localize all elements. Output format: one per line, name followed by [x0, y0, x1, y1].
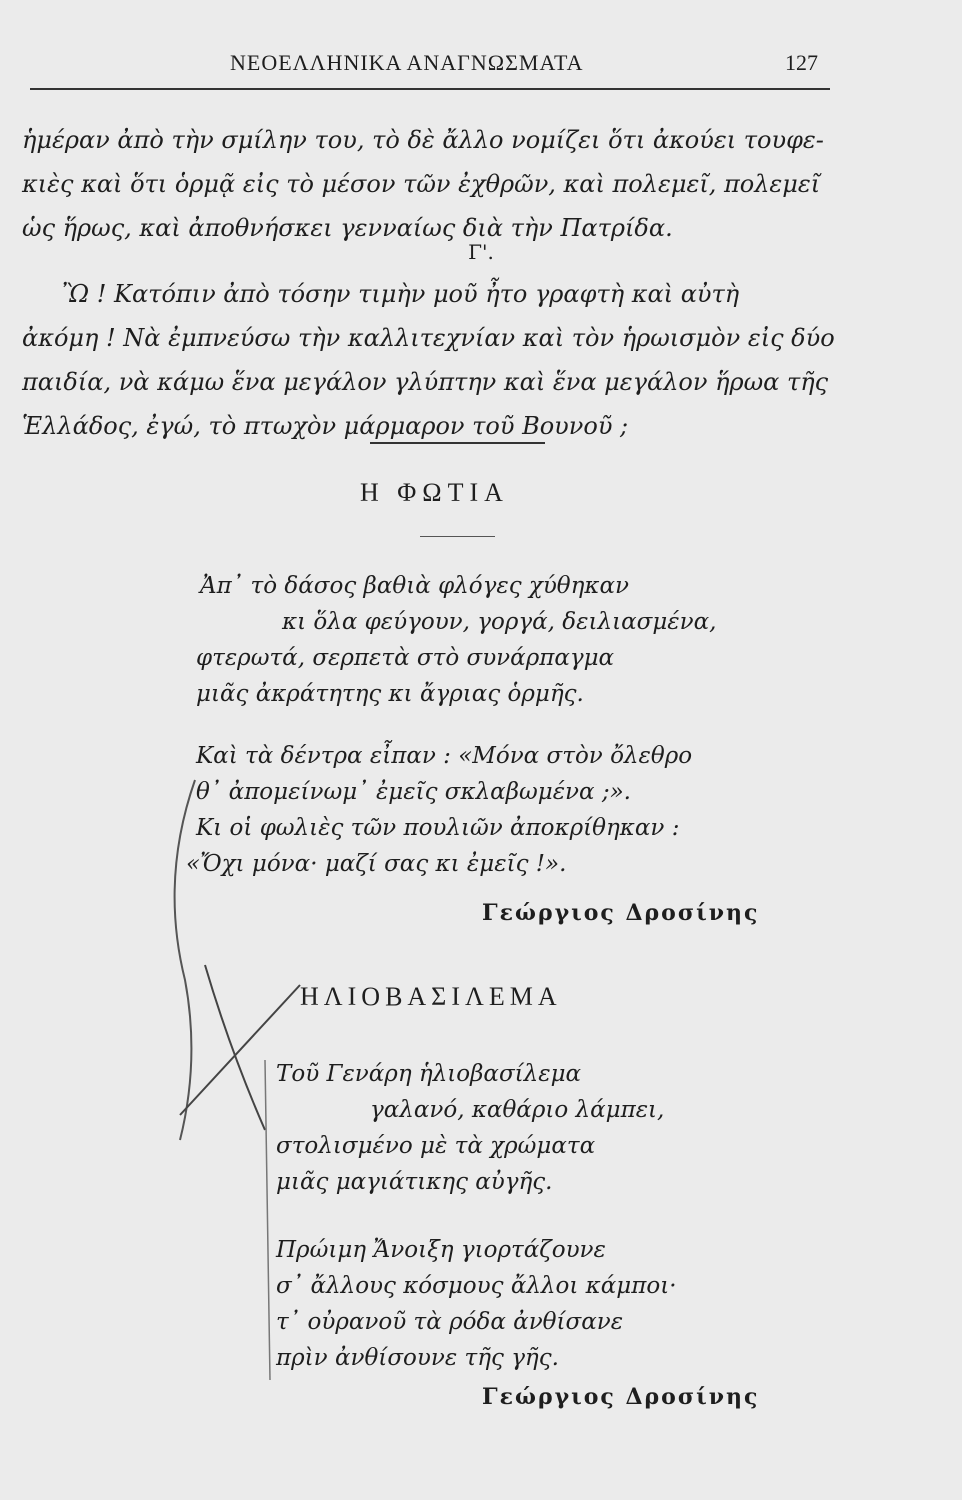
verse-line: Ἀπ᾿ τὸ δάσος βαθιὰ φλόγες χύθηκαν — [200, 573, 630, 599]
verse-line: κι ὅλα φεύγουν, γοργά, δειλιασμένα, — [282, 609, 717, 635]
verse-line: Πρώιμη Ἄνοιξη γιορτάζουνε — [276, 1237, 606, 1263]
prose-line: ὡς ἥρως, καὶ ἀποθνήσκει γενναίως διὰ τὴν Πατρίδα. — [22, 214, 673, 242]
verse-line: σ᾿ ἄλλους κόσμους ἄλλοι κάμποι· — [276, 1273, 677, 1299]
pencil-cross-stroke — [205, 965, 265, 1130]
verse-line: Καὶ τὰ δέντρα εἶπαν : «Μόνα στὸν ὄλεθρο — [196, 743, 693, 769]
pencil-margin-line — [265, 1060, 270, 1380]
prose-line: κιὲς καὶ ὅτι ὁρμᾷ εἰς τὸ μέσον τῶν ἐχθρῶν, καὶ πολεμεῖ, πολεμεῖ — [22, 170, 821, 198]
verse-line: γαλανό, καθάριο λάμπει, — [370, 1097, 665, 1123]
author-signature: Γεώργιος Δροσίνης — [482, 900, 760, 926]
prose-line: Ἑλλάδος, ἐγώ, τὸ πτωχὸν μάρμαρον τοῦ Βουνοῦ ; — [22, 412, 629, 440]
verse-line: Τοῦ Γενάρη ἡλιοβασίλεμα — [276, 1061, 582, 1087]
prose-line: ἡμέραν ἀπὸ τὴν σμίλην του, τὸ δὲ ἄλλο νομίζει ὅτι ἀκούει τουφε- — [22, 126, 824, 154]
page-number: 127 — [785, 50, 818, 75]
verse-line: Κι οἱ φωλιὲς τῶν πουλιῶν ἀποκρίθηκαν : — [196, 815, 680, 841]
poem-title-fotia: Η ΦΩΤΙΑ — [360, 478, 509, 507]
prose-line: παιδία, νὰ κάμω ἕνα μεγάλον γλύπτην καὶ ἕνα μεγάλον ἥρωα τῆς — [22, 368, 829, 396]
pencil-cross-stroke — [180, 985, 300, 1115]
verse-line: μιᾶς μαγιάτικης αὐγῆς. — [276, 1169, 553, 1195]
prose-line: ἀκόμη ! Νὰ ἐμπνεύσω τὴν καλλιτεχνίαν καὶ τὸν ἡρωισμὸν εἰς δύο — [22, 324, 835, 352]
poem-title-iliovasilema: ΗΛΙΟΒΑΣΙΛΕΜΑ — [300, 982, 562, 1011]
author-signature: Γεώργιος Δροσίνης — [482, 1384, 760, 1410]
verse-line: μιᾶς ἀκράτητης κι ἄγριας ὁρμῆς. — [196, 681, 584, 707]
prose-line: Ὢ ! Κατόπιν ἀπὸ τόσην τιμὴν μοῦ ἦτο γραφτὴ καὶ αὐτὴ — [62, 280, 740, 308]
section-mark: Γ'. — [468, 240, 494, 264]
verse-line: «Ὄχι μόνα· μαζί σας κι ἐμεῖς !». — [186, 851, 567, 877]
verse-line: τ᾿ οὐρανοῦ τὰ ρόδα ἀνθίσανε — [276, 1309, 624, 1335]
margin-pencil-line — [175, 780, 195, 1140]
running-head: ΝΕΟΕΛΛΗΝΙΚΑ ΑΝΑΓΝΩΣΜΑΤΑ — [230, 50, 584, 75]
verse-line: πρὶν ἀνθίσουνε τῆς γῆς. — [276, 1345, 559, 1371]
verse-line: στολισμένο μὲ τὰ χρώματα — [276, 1133, 596, 1159]
verse-line: φτερωτά, σερπετὰ στὸ συνάρπαγμα — [196, 645, 615, 671]
verse-line: θ᾿ ἀπομείνωμ᾿ ἐμεῖς σκλαβωμένα ;». — [196, 779, 631, 805]
